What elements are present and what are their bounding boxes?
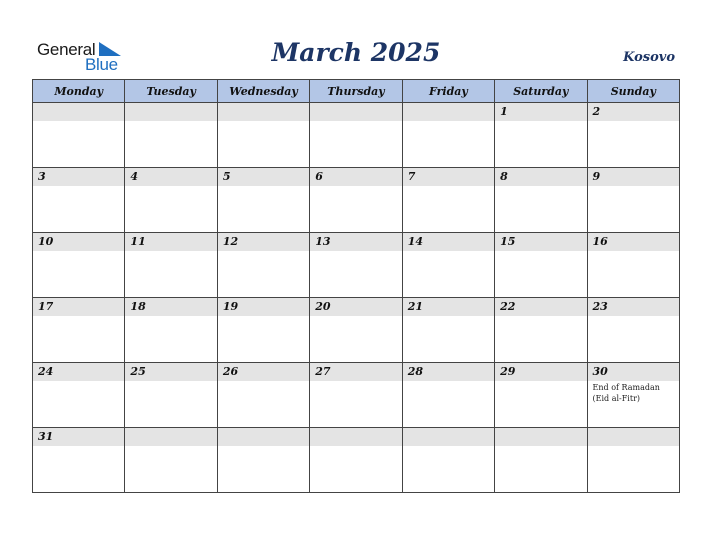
week-row [33,363,680,428]
day-number: 15 [495,233,586,251]
day-cell [217,363,309,428]
day-number: 31 [33,428,124,446]
day-cell [310,363,402,428]
day-cell [310,298,402,363]
day-cell [402,168,494,233]
day-number: 30 [588,363,679,381]
day-number: 8 [495,168,586,186]
week-row [33,103,680,168]
day-number: 29 [495,363,586,381]
day-number: 16 [588,233,679,251]
day-number: 17 [33,298,124,316]
day-number: 23 [588,298,679,316]
day-cell [402,298,494,363]
day-number: 9 [588,168,679,186]
week-row [33,168,680,233]
day-number: 4 [125,168,216,186]
day-number: 12 [218,233,309,251]
day-number: 22 [495,298,586,316]
weekday-header-row [33,80,680,103]
day-cell [217,233,309,298]
day-cell [125,103,217,168]
week-row [33,428,680,493]
day-cell [33,428,125,493]
day-number [403,428,494,446]
day-number: 25 [125,363,216,381]
logo-text-blue: Blue [85,55,118,74]
day-cell [217,168,309,233]
calendar-grid [32,79,680,493]
weekday-header: Sunday [587,80,679,103]
day-number [588,428,679,446]
day-number: 20 [310,298,401,316]
day-cell [402,103,494,168]
day-number: 26 [218,363,309,381]
day-cell [310,428,402,493]
week-row [33,298,680,363]
day-cell [587,103,679,168]
day-number: 28 [403,363,494,381]
day-cell [495,363,587,428]
day-number [310,428,401,446]
day-number: 3 [33,168,124,186]
country-label: Kosovo [623,50,675,65]
day-number: 14 [403,233,494,251]
day-number [125,428,216,446]
day-cell [310,233,402,298]
day-cell [125,298,217,363]
calendar-body [33,103,680,493]
day-number: 19 [218,298,309,316]
day-cell [587,168,679,233]
weekday-header: Thursday [310,80,402,103]
calendar-title: March 2025 [271,38,441,67]
day-cell [33,168,125,233]
day-cell [402,233,494,298]
weekday-header: Wednesday [217,80,309,103]
day-cell [495,168,587,233]
day-cell [495,233,587,298]
day-number: 6 [310,168,401,186]
day-number: 21 [403,298,494,316]
day-number: 24 [33,363,124,381]
weekday-header: Tuesday [125,80,217,103]
day-number: 2 [588,103,679,121]
day-cell [33,298,125,363]
day-number [125,103,216,121]
day-number [33,103,124,121]
day-number [310,103,401,121]
day-cell [310,103,402,168]
day-cell [125,233,217,298]
day-number [495,428,586,446]
day-number: 18 [125,298,216,316]
day-number: 11 [125,233,216,251]
day-cell [125,363,217,428]
day-number: 27 [310,363,401,381]
weekday-header: Friday [402,80,494,103]
day-number [403,103,494,121]
day-cell [402,428,494,493]
day-cell [495,428,587,493]
day-cell [587,363,679,428]
day-number [218,103,309,121]
day-cell [33,233,125,298]
holiday-label: End of Ramadan (Eid al-Fitr) [592,383,660,403]
day-cell [587,428,679,493]
day-number: 7 [403,168,494,186]
day-number: 10 [33,233,124,251]
day-cell [587,233,679,298]
day-cell [217,428,309,493]
day-cell [587,298,679,363]
day-cell [495,298,587,363]
day-number: 13 [310,233,401,251]
day-cell [125,168,217,233]
day-cell [33,363,125,428]
day-cell [217,103,309,168]
day-cell [402,363,494,428]
day-number: 5 [218,168,309,186]
weekday-header: Monday [33,80,125,103]
day-cell [217,298,309,363]
weekday-header: Saturday [495,80,587,103]
day-cell [33,103,125,168]
week-row [33,233,680,298]
day-number [218,428,309,446]
logo-text-general: General [37,40,96,59]
day-cell [125,428,217,493]
day-number: 1 [495,103,586,121]
day-cell [310,168,402,233]
day-cell [495,103,587,168]
